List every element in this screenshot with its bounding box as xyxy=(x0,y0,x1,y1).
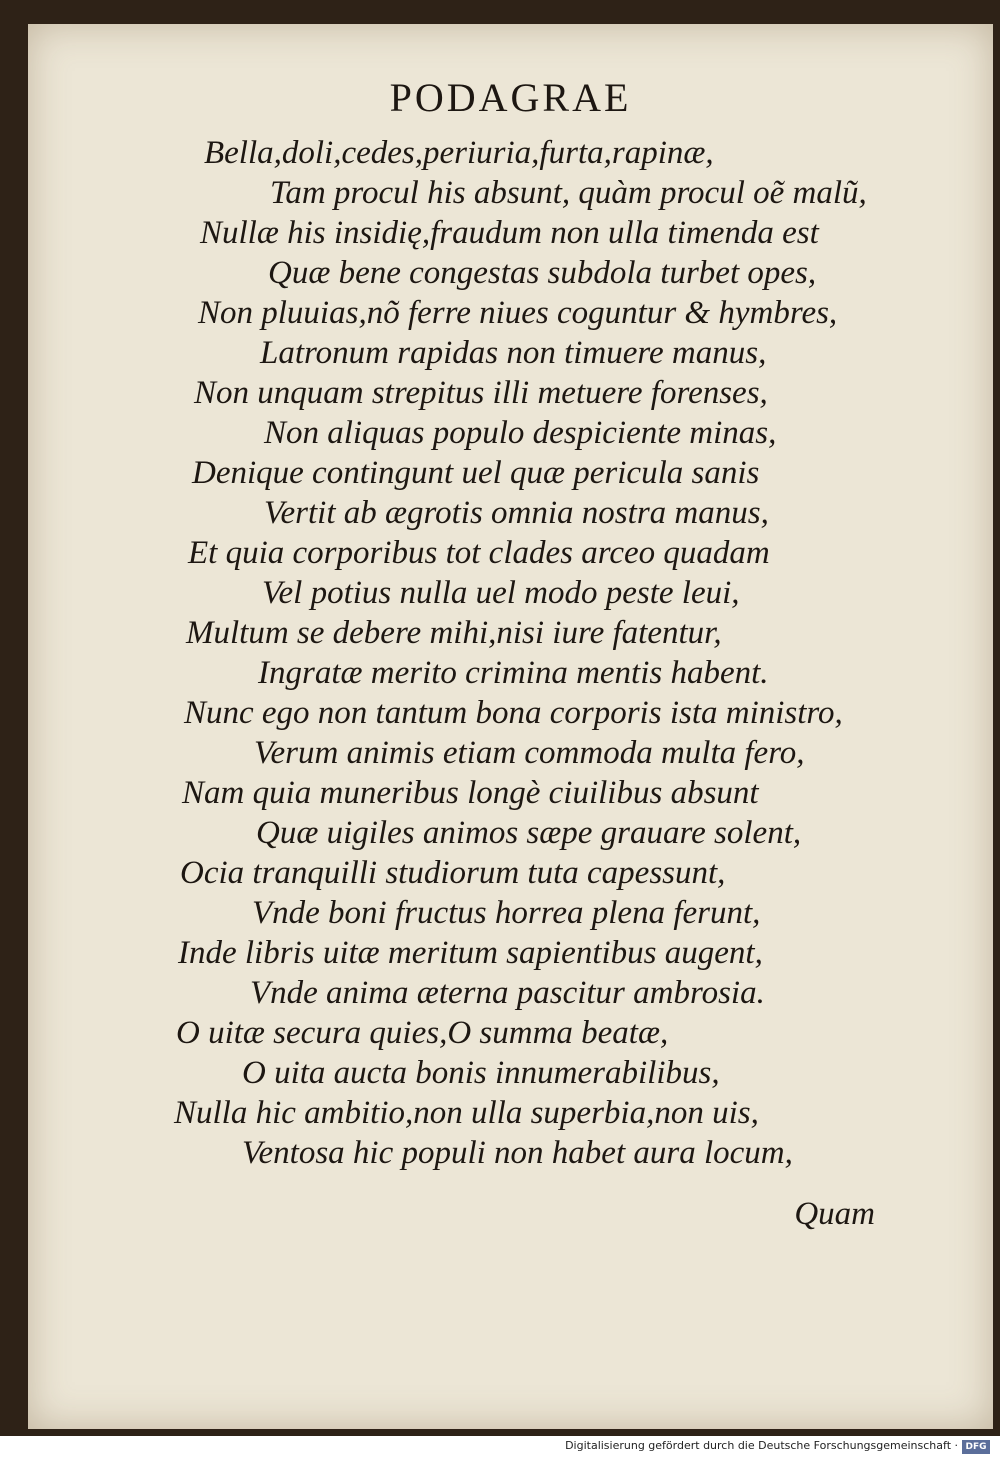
verse-line: Quæ bene congestas subdola turbet opes, xyxy=(268,255,817,291)
verse-line: O uita aucta bonis innumerabilibus, xyxy=(242,1055,720,1091)
verse-line: Latronum rapidas non timuere manus, xyxy=(260,335,767,371)
verse-line: Non pluuias,nõ ferre niues coguntur & hymbres, xyxy=(198,295,838,331)
verse-line: Nulla hic ambitio,non ulla superbia,non uis, xyxy=(174,1095,759,1131)
verse-line: Quæ uigiles animos sæpe grauare solent, xyxy=(256,815,802,851)
verse-line: Vnde boni fructus horrea plena ferunt, xyxy=(252,895,761,931)
verse-line: Denique contingunt uel quæ pericula sanis xyxy=(192,455,760,491)
verse-line: Vel potius nulla uel modo peste leui, xyxy=(262,575,740,611)
verse-line: Non aliquas populo despiciente minas, xyxy=(264,415,777,451)
verse-line: Vnde anima æterna pascitur ambrosia. xyxy=(250,975,765,1011)
verse-line: Et quia corporibus tot clades arceo quadam xyxy=(188,535,770,571)
verse-line: Nunc ego non tantum bona corporis ista ministro, xyxy=(184,695,843,731)
verse-line: Multum se debere mihi,nisi iure fatentur, xyxy=(186,615,722,651)
verse-line: Inde libris uitæ meritum sapientibus augent, xyxy=(178,935,763,971)
dfg-logo-icon: DFG xyxy=(962,1440,990,1454)
verse-line: Tam procul his absunt, quàm procul oẽ malũ, xyxy=(270,175,867,211)
verse-line: O uitæ secura quies,O summa beatæ, xyxy=(176,1015,669,1051)
catchword: Quam xyxy=(794,1196,875,1232)
verse-line: Bella,doli,cedes,periuria,furta,rapinæ, xyxy=(204,135,714,171)
verse-line: Ventosa hic populi non habet aura locum, xyxy=(242,1135,793,1171)
footer-bar xyxy=(0,1436,1000,1458)
page-title: PODAGRAE xyxy=(389,75,632,120)
verse-line: Ocia tranquilli studiorum tuta capessunt, xyxy=(180,855,726,891)
verse-line: Vertit ab ægrotis omnia nostra manus, xyxy=(264,495,769,531)
verse-line: Ingratæ merito crimina mentis habent. xyxy=(258,655,769,691)
book-page xyxy=(28,24,993,1429)
verse-line: Nam quia muneribus longè ciuilibus absunt xyxy=(182,775,759,811)
verse-line: Non unquam strepitus illi metuere forenses, xyxy=(194,375,768,411)
verse-line: Verum animis etiam commoda multa fero, xyxy=(254,735,805,771)
funding-credit: Digitalisierung gefördert durch die Deutsche Forschungsgemeinschaft · xyxy=(565,1439,958,1452)
verse-line: Nullæ his insidię,fraudum non ulla timenda est xyxy=(200,215,819,251)
